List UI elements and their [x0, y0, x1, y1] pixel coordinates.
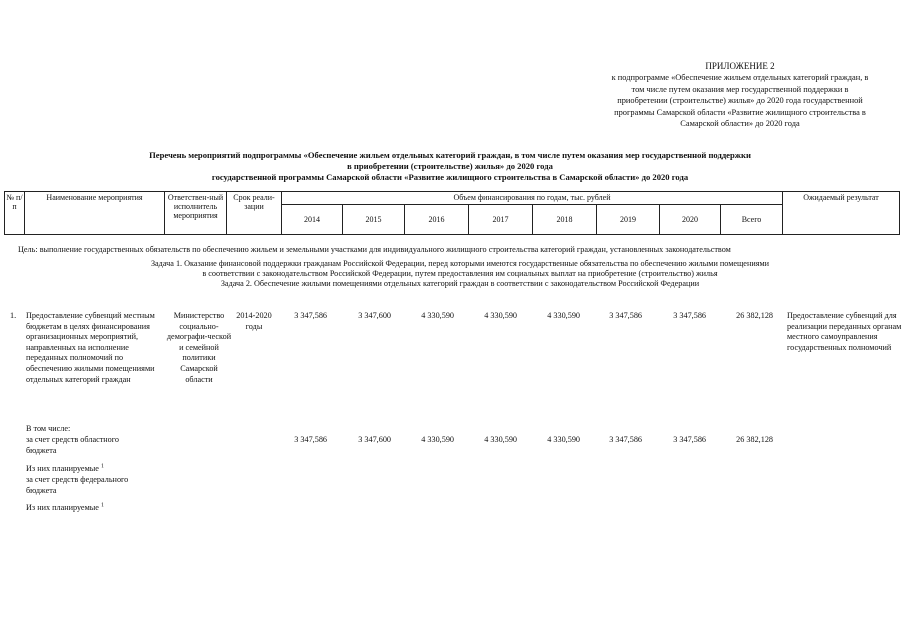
document-heading [60, 150, 840, 183]
item-value-2020: 3 347,586 [673, 311, 706, 320]
task-line: в соответствии с законодательством Российской Федерации, путем предоставления им социальных выплат на приобретение (строительство) жилья [202, 269, 718, 278]
planned-text: Из них планируемые [26, 464, 99, 473]
heading-line: Перечень мероприятий подпрограммы «Обеспечение жильем отдельных категорий граждан, в том числе путем оказания мер государственной поддержки [149, 150, 751, 160]
header-name: Наименование мероприятия [25, 192, 165, 235]
header-responsible: Ответствен-ный исполнитель мероприятия [165, 192, 227, 235]
regional-value-total: 26 382,128 [736, 435, 773, 444]
item-value-2018: 4 330,590 [547, 311, 580, 320]
task-line: Задача 1. Оказание финансовой поддержки гражданам Российской Федерации, перед которыми имеются государственные обязательства по обеспечению жилыми помещениями [150, 259, 770, 268]
regional-value-2019: 3 347,586 [609, 435, 642, 444]
header-year: 2014 [282, 205, 343, 235]
planned-label-2 [26, 503, 166, 514]
header-year: 2018 [533, 205, 597, 235]
regional-value-2014: 3 347,586 [294, 435, 327, 444]
appendix-line: к подпрограмме «Обеспечение жильем отдельных категорий граждан, в [611, 73, 869, 83]
goal-text: Цель: выполнение государственных обязательств по обеспечению жильем и земельными участками для индивидуального жилищного строительства категорий граждан, установленных законодательством [18, 245, 731, 254]
header-year: 2017 [469, 205, 533, 235]
planned-text-2: Из них планируемые [26, 503, 99, 512]
appendix-line: том числе путем оказания мер государственной поддержки в [631, 84, 849, 94]
header-total: Всего [721, 205, 783, 235]
header-num: № п/п [5, 192, 25, 235]
item-value-2019: 3 347,586 [609, 311, 642, 320]
item-result: Предоставление субвенций для реализации переданных органам местного самоуправления государственных полномочий [787, 311, 902, 352]
regional-value-2016: 4 330,590 [421, 435, 454, 444]
item-value-2016: 4 330,590 [421, 311, 454, 320]
item-value-2017: 4 330,590 [484, 311, 517, 320]
item-responsible: Министерство социально-демографи-ческой и семейной политики Самарской области [166, 311, 232, 384]
regional-value-2017: 4 330,590 [484, 435, 517, 444]
task-line: Задача 2. Обеспечение жилыми помещениями отдельных категорий граждан в соответствии с законодательством Российской Федерации [220, 279, 700, 288]
header-year: 2020 [660, 205, 721, 235]
regional-value-2020: 3 347,586 [673, 435, 706, 444]
header-year: 2016 [405, 205, 469, 235]
item-number: 1. [10, 311, 17, 320]
heading-line: государственной программы Самарской области «Развитие жилищного строительства в Самарской области» до 2020 года [211, 172, 689, 182]
appendix-line: программы Самарской области «Развитие жилищного строительства в [614, 107, 866, 117]
item-value-2014: 3 347,586 [294, 311, 327, 320]
tasks-block [130, 259, 790, 289]
footnote-marker-2: 1 [100, 502, 104, 509]
appendix-block [575, 61, 905, 129]
measures-table-header [4, 191, 900, 235]
heading-line: в приобретении (строительстве) жилья» до 2020 года [347, 161, 553, 171]
item-value-total: 26 382,128 [736, 311, 773, 320]
including-label: В том числе: [26, 424, 71, 433]
header-year: 2019 [597, 205, 660, 235]
item-term: 2014-2020 годы [236, 311, 272, 331]
appendix-line: Самарской области» до 2020 года [680, 119, 800, 129]
federal-budget-label: за счет средств федерального бюджета [26, 475, 129, 495]
planned-label [26, 464, 166, 475]
item-name: Предоставление субвенций местным бюджетам в целях финансирования организационных мероприятий, направленных на исполнение переданных полномочий по обеспечению жилыми помещениями отдельных категорий граждан [26, 311, 155, 384]
footnote-marker: 1 [100, 463, 104, 470]
header-year: 2015 [343, 205, 405, 235]
regional-budget-label: за счет средств областного бюджета [26, 435, 120, 455]
appendix-title: ПРИЛОЖЕНИЕ 2 [705, 61, 775, 71]
item-value-2015: 3 347,600 [358, 311, 391, 320]
appendix-line: приобретении (строительстве) жилья» до 2020 года государственной [617, 96, 863, 106]
regional-value-2015: 3 347,600 [358, 435, 391, 444]
header-result: Ожидаемый результат [783, 192, 900, 235]
header-financing: Объем финансирования по годам, тыс. рублей [282, 192, 783, 205]
regional-value-2018: 4 330,590 [547, 435, 580, 444]
header-term: Срок реали-зации [227, 192, 282, 235]
